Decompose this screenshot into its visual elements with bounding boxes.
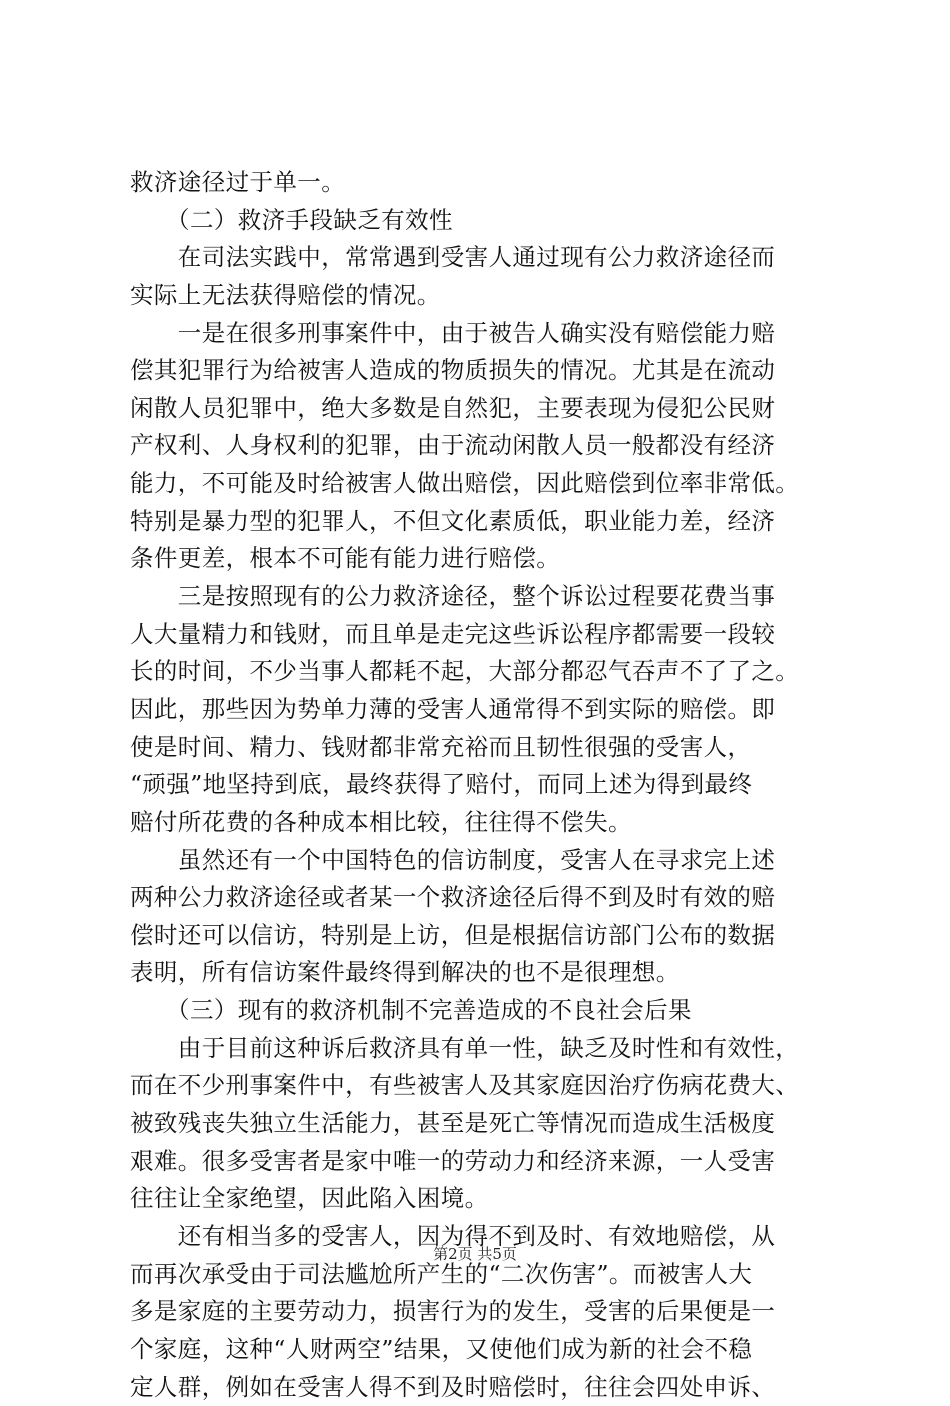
text-line: 表明，所有信访案件最终得到解决的也不是很理想。 [130,954,830,992]
text-line: 使是时间、精力、钱财都非常充裕而且韧性很强的受害人， [130,729,830,767]
section-heading: （二）救济手段缺乏有效性 [130,202,830,240]
text-line: 偿时还可以信访，特别是上访，但是根据信访部门公布的数据 [130,917,830,955]
text-line: 赔付所花费的各种成本相比较，往往得不偿失。 [130,804,830,842]
text-line: 能力，不可能及时给被害人做出赔偿，因此赔偿到位率非常低。 [130,465,830,503]
text-line: “顽强”地坚持到底，最终获得了赔付，而同上述为得到最终 [130,766,830,804]
text-line: 定人群，例如在受害人得不到及时赔偿时，往往会四处申诉、 [130,1369,830,1406]
text-line: 多是家庭的主要劳动力，损害行为的发生，受害的后果便是一 [130,1293,830,1331]
text-line: 往往让全家绝望，因此陷入困境。 [130,1180,830,1218]
text-line: 特别是暴力型的犯罪人，不但文化素质低，职业能力差，经济 [130,503,830,541]
text-line: 由于目前这种诉后救济具有单一性，缺乏及时性和有效性， [130,1030,830,1068]
text-line: 因此，那些因为势单力薄的受害人通常得不到实际的赔偿。即 [130,691,830,729]
text-line: 两种公力救济途径或者某一个救济途径后得不到及时有效的赔 [130,879,830,917]
text-line: 条件更差，根本不可能有能力进行赔偿。 [130,540,830,578]
text-line: 实际上无法获得赔偿的情况。 [130,277,830,315]
text-line: 而再次承受由于司法尴尬所产生的“二次伤害”。而被害人大 [130,1256,830,1294]
text-line: 艰难。很多受害者是家中唯一的劳动力和经济来源，一人受害 [130,1143,830,1181]
text-line: 长的时间，不少当事人都耗不起，大部分都忍气吞声不了了之。 [130,653,830,691]
document-body [130,164,830,1406]
text-line: 一是在很多刑事案件中，由于被告人确实没有赔偿能力赔 [130,315,830,353]
text-line: 三是按照现有的公力救济途径，整个诉讼过程要花费当事 [130,578,830,616]
text-line: 闲散人员犯罪中，绝大多数是自然犯，主要表现为侵犯公民财 [130,390,830,428]
text-line: 虽然还有一个中国特色的信访制度，受害人在寻求完上述 [130,842,830,880]
section-heading: （三）现有的救济机制不完善造成的不良社会后果 [130,992,830,1030]
text-line: 偿其犯罪行为给被害人造成的物质损失的情况。尤其是在流动 [130,352,830,390]
text-line: 在司法实践中，常常遇到受害人通过现有公力救济途径而 [130,239,830,277]
text-line: 还有相当多的受害人，因为得不到及时、有效地赔偿，从 [130,1218,830,1256]
text-line: 而在不少刑事案件中，有些被害人及其家庭因治疗伤病花费大、 [130,1067,830,1105]
text-line: 个家庭，这种“人财两空”结果，又使他们成为新的社会不稳 [130,1331,830,1369]
text-line: 救济途径过于单一。 [130,164,830,202]
page-number-footer: 第2页 共5页 [0,1244,950,1264]
text-line: 人大量精力和钱财，而且单是走完这些诉讼程序都需要一段较 [130,616,830,654]
text-line: 被致残丧失独立生活能力，甚至是死亡等情况而造成生活极度 [130,1105,830,1143]
text-line: 产权利、人身权利的犯罪，由于流动闲散人员一般都没有经济 [130,427,830,465]
